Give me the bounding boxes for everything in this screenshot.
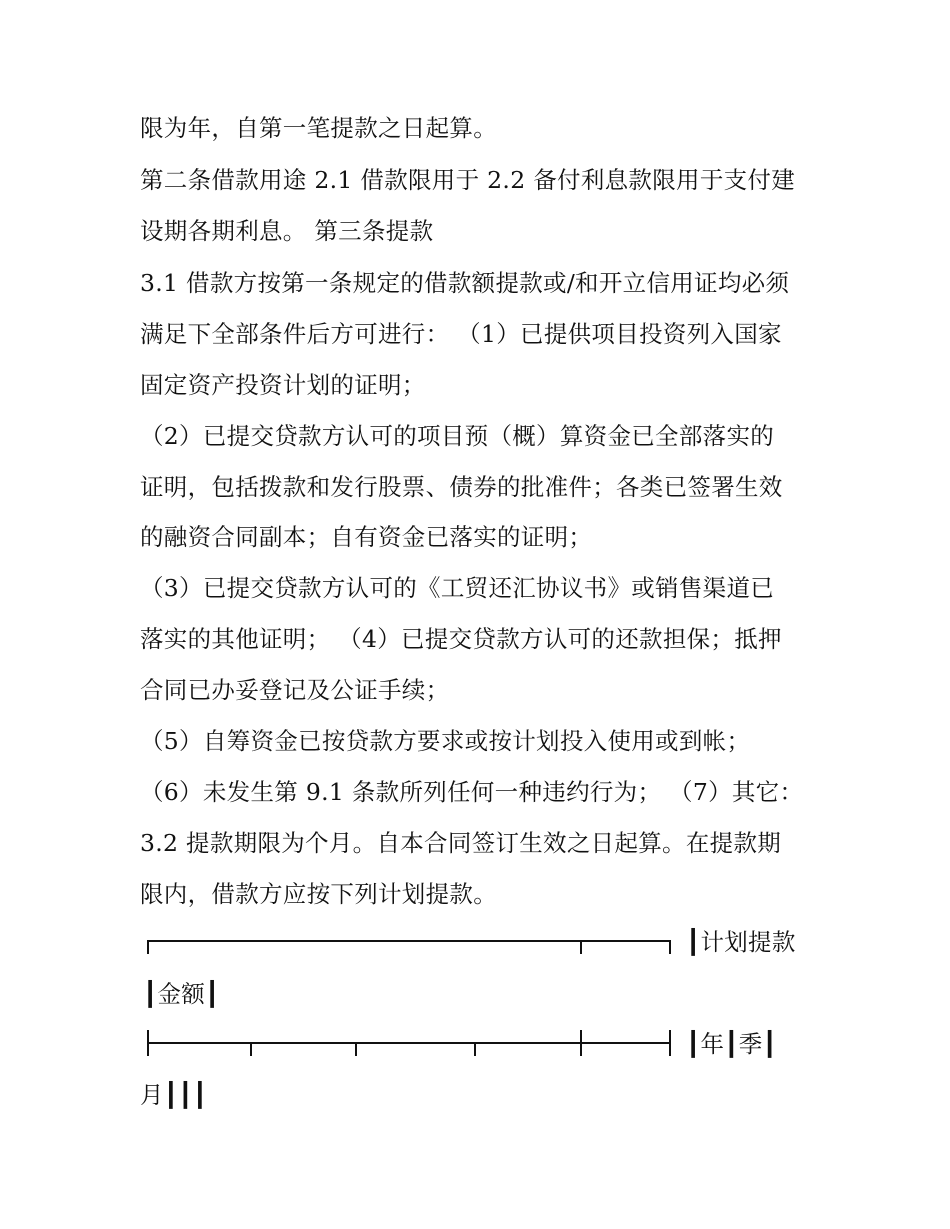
table-tick: [355, 1042, 357, 1056]
text-line-14: （6）未发生第 9.1 条款所列任何一种违约行为； （7）其它：: [140, 778, 804, 806]
text-line-12: 合同已办妥登记及公证手续；: [140, 676, 450, 704]
text-line-15: 3.2 提款期限为个月。自本合同签订生效之日起算。在提款期: [140, 829, 782, 857]
table-tick: [147, 940, 149, 954]
table-period-labels: ┃年┃季┃: [686, 1030, 777, 1058]
text-line-11: 落实的其他证明； （4）已提交贷款方认可的还款担保；抵押: [140, 625, 782, 653]
text-line-1: 限为年，自第一笔提款之日起算。: [140, 114, 497, 142]
table-month-row: 月┃┃┃: [140, 1081, 208, 1109]
table-tick: [250, 1042, 252, 1056]
text-line-13: （5）自筹资金已按贷款方要求或按计划投入使用或到帐；: [140, 727, 751, 755]
table-tick: [669, 940, 671, 954]
table-tick: [474, 1042, 476, 1056]
table-tick: [580, 940, 582, 954]
text-line-4: 3.1 借款方按第一条规定的借款额提款或/和开立信用证均必须: [140, 269, 790, 297]
text-line-8: 证明，包括拨款和发行股票、债券的批准件；各类已签署生效: [140, 473, 783, 501]
text-line-5: 满足下全部条件后方可进行： （1）已提供项目投资列入国家: [140, 320, 782, 348]
text-line-10: （3）已提交贷款方认可的《工贸还汇协议书》或销售渠道已: [140, 574, 775, 602]
table-rule-middle: [147, 1042, 671, 1044]
text-line-2: 第二条借款用途 2.1 借款限用于 2.2 备付利息款限用于支付建: [140, 166, 796, 194]
text-line-7: （2）已提交贷款方认可的项目预（概）算资金已全部落实的: [140, 422, 775, 450]
table-header-plan: ┃计划提款: [686, 928, 796, 956]
table-tick: [147, 1030, 149, 1056]
text-line-6: 固定资产投资计划的证明；: [140, 371, 426, 399]
table-tick: [669, 1030, 671, 1056]
text-line-3: 设期各期利息。 第三条提款: [140, 217, 434, 245]
table-rule-top: [147, 940, 671, 942]
table-amount-label: ┃金额┃: [143, 980, 220, 1008]
table-tick: [580, 1030, 582, 1056]
text-line-16: 限内，借款方应按下列计划提款。: [140, 880, 497, 908]
text-line-9: 的融资合同副本；自有资金已落实的证明；: [140, 523, 593, 551]
